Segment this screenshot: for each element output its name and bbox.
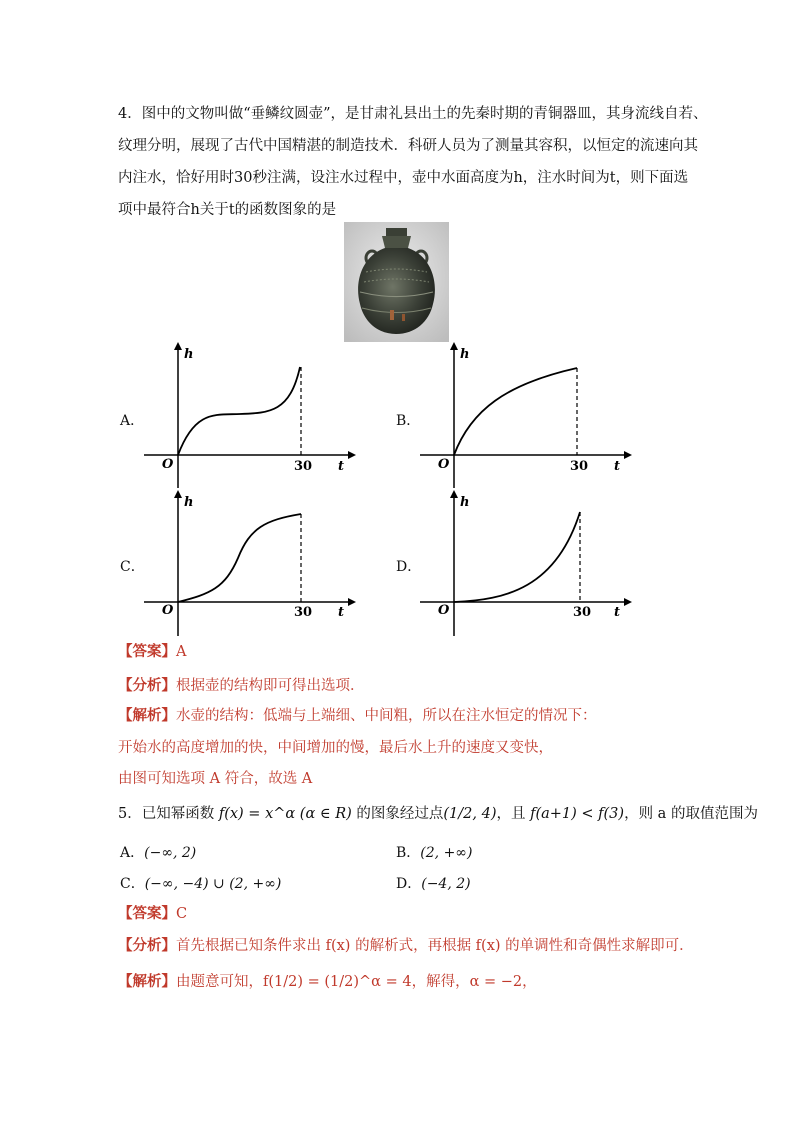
tick-30: 30: [570, 459, 589, 474]
h-label: h: [460, 495, 470, 510]
curve-c: [178, 514, 301, 602]
option-label: A．: [120, 845, 145, 861]
q5-stem-a: 5．已知幂函数: [118, 806, 219, 822]
origin-label: O: [438, 457, 450, 472]
solution-tag: 【解析】: [118, 973, 176, 990]
curve-b: [454, 368, 577, 455]
q5-answer: [118, 904, 187, 924]
q5-option-d: [396, 873, 471, 893]
q4-line-2: 纹理分明，展现了古代中国精湛的制造技术．科研人员为了测量其容积，以恒定的流速向其: [118, 138, 698, 154]
h-label: h: [460, 347, 470, 362]
origin-label: O: [162, 457, 174, 472]
q5-function: f(x) = x^α (α ∈ R): [218, 806, 352, 822]
x-arrow-icon: [348, 451, 356, 459]
t-label: t: [338, 605, 345, 620]
q5-analysis: [118, 936, 694, 956]
answer-value: A: [176, 644, 187, 660]
tick-30: 30: [294, 459, 313, 474]
q5-condition: f(a+1) < f(3): [530, 806, 625, 822]
option-text: (−∞, 2): [144, 845, 197, 861]
tick-30: 30: [294, 605, 313, 620]
origin-label: O: [162, 603, 174, 618]
option-text: (−∞, −4) ∪ (2, +∞): [144, 876, 282, 892]
q5-stem-c: ，且: [496, 806, 531, 822]
h-label: h: [184, 495, 194, 510]
bronze-pot-image: [344, 222, 449, 342]
q4-line-3: 内注水，恰好用时30秒注满，设注水过程中，壶中水面高度为h，注水时间为t，则下面选: [118, 170, 689, 186]
y-arrow-icon: [174, 490, 182, 498]
t-label: t: [338, 459, 345, 474]
analysis-tag: 【分析】: [118, 937, 176, 954]
curve-d: [454, 512, 580, 602]
q4-analysis: [118, 676, 365, 696]
q4-solution-2: 开始水的高度增加的快，中间增加的慢，最后水上升的速度又变快，: [118, 740, 553, 756]
curve-a: [178, 367, 300, 455]
y-arrow-icon: [450, 490, 458, 498]
q4-line-1: 4．图中的文物叫做“垂鳞纹圆壶”，是甘肃礼县出土的先秦时期的青铜器皿，其身流线自若、: [118, 106, 708, 122]
x-arrow-icon: [624, 598, 632, 606]
q5-solution: [118, 972, 537, 992]
solution-text: 水壶的结构：低端与上端细、中间粗，所以在注水恒定的情况下：: [176, 708, 597, 724]
q4-option-a-label: A．: [120, 413, 145, 429]
q5-stem-d: ，则 a 的取值范围为: [624, 806, 758, 822]
option-text: (−4, 2): [421, 876, 471, 892]
answer-tag: 【答案】: [118, 643, 176, 660]
q5-point: (1/2, 4): [443, 806, 497, 822]
q5-option-a: [120, 842, 196, 862]
analysis-text: 根据壶的结构即可得出选项．: [176, 678, 365, 694]
q4-option-d-label: D．: [396, 559, 422, 575]
x-arrow-icon: [348, 598, 356, 606]
q4-solution-1: [118, 706, 597, 726]
q4-option-b-label: B．: [396, 413, 421, 429]
q4-answer: [118, 642, 186, 662]
q5-option-b: [396, 842, 472, 862]
t-label: t: [614, 459, 621, 474]
q4-option-c-label: C．: [120, 559, 145, 575]
q4-line-4: 项中最符合h关于t的函数图象的是: [118, 202, 337, 218]
y-arrow-icon: [450, 342, 458, 350]
option-label: C．: [120, 876, 145, 892]
origin-label: O: [438, 603, 450, 618]
graph-option-d: [416, 488, 636, 638]
analysis-tag: 【分析】: [118, 677, 176, 694]
option-label: D．: [396, 876, 422, 892]
graph-option-c: [140, 488, 360, 638]
analysis-text: 首先根据已知条件求出 f(x) 的解析式，再根据 f(x) 的单调性和奇偶性求解即可．: [176, 938, 694, 954]
answer-value: C: [176, 906, 188, 922]
option-text: (2, +∞): [420, 845, 473, 861]
q5-stem: [118, 804, 758, 824]
t-label: t: [614, 605, 621, 620]
q4-solution-3: 由图可知选项 A 符合，故选 A: [118, 771, 313, 787]
solution-tag: 【解析】: [118, 707, 176, 724]
x-arrow-icon: [624, 451, 632, 459]
graph-option-b: [416, 340, 636, 490]
solution-text: 由题意可知，f(1/2) = (1/2)^α = 4，解得，α = −2，: [176, 974, 537, 990]
tick-30: 30: [573, 605, 592, 620]
y-arrow-icon: [174, 342, 182, 350]
q5-stem-b: 的图象经过点: [351, 806, 444, 822]
answer-tag: 【答案】: [118, 905, 176, 922]
graph-option-a: [140, 340, 360, 490]
option-label: B．: [396, 845, 421, 861]
q5-option-c: [120, 873, 281, 893]
h-label: h: [184, 347, 194, 362]
graph-axes: [144, 348, 348, 488]
